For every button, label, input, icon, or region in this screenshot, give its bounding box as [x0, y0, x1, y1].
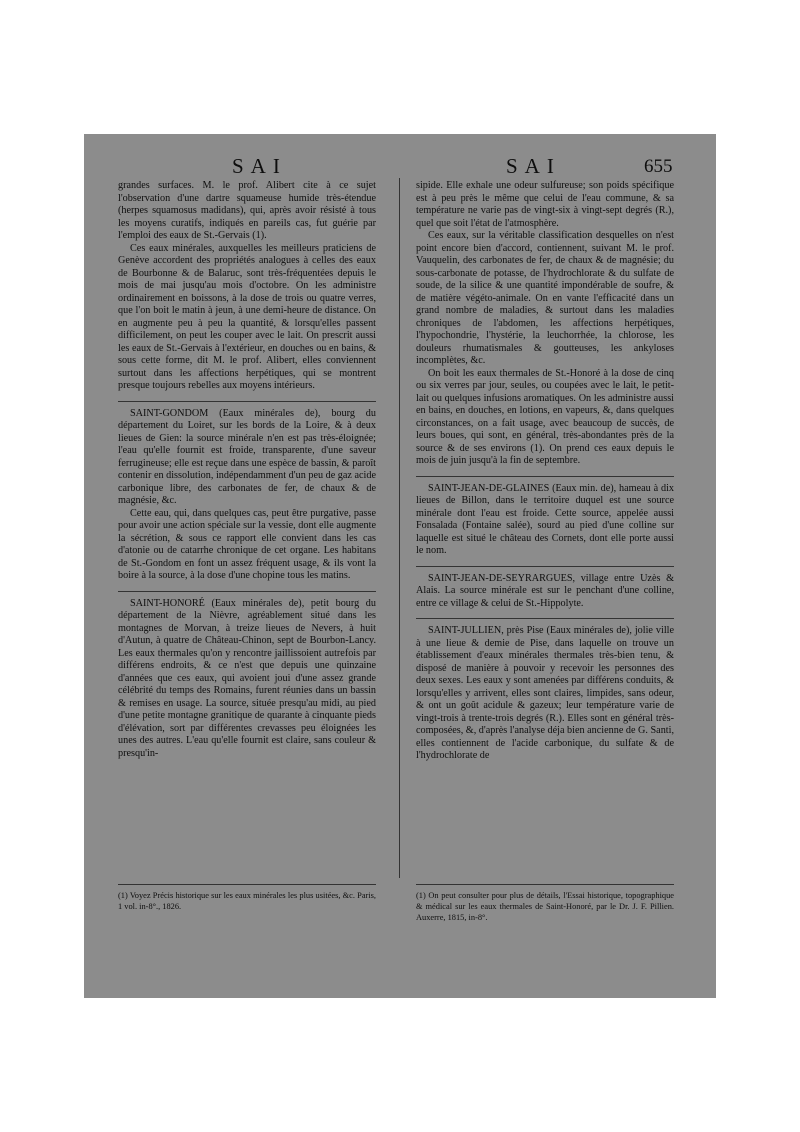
footnote-left: (1) Voyez Précis historique sur les eaux minérales les plus usitées, &c. Paris, 1 vol. in-8°., 1826.	[118, 891, 376, 911]
paragraph: sipide. Elle exhale une odeur sulfureuse; son poids spécifique est à peu près le même que celui de l'eau commune, & sa température ne varie pas de vingt-six à vingt-sept degrés (R.), quel que soit l'état de l'atmosphère.	[416, 180, 674, 229]
left-column	[118, 180, 376, 760]
footnote-rule-left	[118, 884, 376, 885]
footnote-rule-right	[416, 884, 674, 885]
entry-saint-jullien: SAINT-JULLIEN, près Pise (Eaux minérales de), jolie ville à une lieue & demie de Pise, dans laquelle on trouve un établissement d'eaux minérales thermales très-bien tenu, & disposé de manière à pouvoir y recevoir les personnes des deux sexes. Les eaux y sont amenées par différens conduits, & lorsqu'elles y arrivent, elles sont claires, limpides, sans odeur, & ont un goût acidule & gazeux; leur température varie de vingt-trois à trente-trois degrés (R.). Elles sont en général très-composées, &, d'après l'analyse déja bien ancienne de G. Santi, elles contiennent de l'acide carbonique, du sulfate & de l'hydrochlorate de	[416, 625, 674, 761]
paragraph: Ces eaux minérales, auxquelles les meilleurs praticiens de Genève accordent des propriétés analogues à celles des eaux de Bourbonne & de Balaruc, sont très-fréquentées depuis le mois de mai jusqu'au mois d'octobre. On les administre ordinairement en boissons, à la dose de trois ou quatre verres, que l'on boit le matin à jeun, à une demi-heure de distance. On en augmente peu à peu la quantité, & lorsqu'elles passent difficilement, on peut les couper avec le lait. On prescrit aussi les eaux de St.-Gervais à l'extérieur, en douches ou en bains, & sous cette forme, dit M. le prof. Alibert, elles conviennent surtout dans les affections herpétiques, qui se montrent presque toujours rebelles aux moyens intérieurs.	[118, 242, 376, 391]
entry-separator	[118, 591, 376, 592]
page-number: 655	[644, 156, 673, 177]
paragraph: grandes surfaces. M. le prof. Alibert cite à ce sujet l'observation d'une dartre squameuse humide très-étendue (herpes squamosus madidans), qui, après avoir résisté à tous les moyens curatifs, indiqués en pareils cas, fut guérie par l'emploi des eaux de St.-Gervais (1).	[118, 180, 376, 241]
entry-separator	[416, 476, 674, 477]
running-head-right: SAI	[506, 154, 561, 178]
entry-saint-honore: SAINT-HONORÉ (Eaux minérales de), petit bourg du département de la Nièvre, agréablement situé dans les montagnes de Morvan, à treize lieues de Nevers, à huit d'Autun, à quatre de Château-Chinon, sept de Bourbon-Lancy. Les eaux thermales qu'on y rencontre jaillissoient autrefois par différens endroits, & ce n'est que depuis une quinzaine d'années que ces eaux, qui avoient joui d'une assez grande célébrité du temps des Romains, furent réunies dans un bassin & remises en usage. La source, située presqu'au midi, au pied d'une petite montagne granitique de quarante à cinquante pieds d'élévation, sort par différentes crevasses peu éloignées les unes des autres. L'eau qu'elle fournit est claire, sans couleur & presqu'in-	[118, 597, 376, 759]
entry-separator	[416, 566, 674, 567]
entry-separator	[118, 401, 376, 402]
running-head-left: SAI	[232, 154, 287, 178]
entry-separator	[416, 618, 674, 619]
running-head	[84, 154, 716, 180]
scanned-page	[84, 134, 716, 998]
paragraph: Cette eau, qui, dans quelques cas, peut être purgative, passe pour avoir une action spéciale sur la vessie, dont elle augmente la sécrétion, & sous ce rapport elle convient dans les cas d'atonie ou de catarrhe chronique de cet organe. Les habitans de St.-Gondom en font un assez fréquent usage, & ils vont la boire à la source, à la dose d'une chopine tous les matins.	[118, 507, 376, 581]
right-column	[416, 180, 674, 763]
paragraph: On boit les eaux thermales de St.-Honoré à la dose de cinq ou six verres par jour, seules, ou coupées avec le lait, le petit-lait ou quelques infusions aromatiques. On les administre aussi en bains, en douches, en lotions, en vapeurs, &, dans quelques circonstances, on a fait usage, avec beaucoup de succès, de leurs boues, qui sont, en général, très-abondantes près de la source & de ses environs (1). On prend ces eaux depuis le mois de juin jusqu'à la fin de septembre.	[416, 367, 674, 466]
column-divider	[399, 178, 400, 878]
paragraph: Ces eaux, sur la véritable classification desquelles on n'est point encore bien d'accord, contiennent, suivant M. le prof. Vauquelin, des carbonates de fer, de chaux & de magnésie; du sous-carbonate de potasse, de l'hydrochlorate & du sulfate de soude, de la silice & une quantité impondérable de soufre, & de matière végéto-animale. On en vante l'efficacité dans un grand nombre de maladies, & surtout dans les maladies chroniques de l'abdomen, les affections herpétiques, l'hypochondrie, l'hystérie, la leuchorrhée, la chlorose, les douleurs rhumatismales & goutteuses, les ankyloses incomplètes, &c.	[416, 230, 674, 366]
entry-saint-jean-de-seyrargues: SAINT-JEAN-DE-SEYRARGUES, village entre Uzès & Alais. La source minérale est sur le penchant d'une colline, entre ce village & celui de St.-Hippolyte.	[416, 572, 674, 609]
footnote-right: (1) On peut consulter pour plus de détails, l'Essai historique, topographique & médical sur les eaux thermales de Saint-Honoré, par le Dr. J. F. Pillien. Auxerre, 1815, in-8°.	[416, 891, 674, 922]
entry-saint-gondom: SAINT-GONDOM (Eaux minérales de), bourg du département du Loiret, sur les bords de la Loire, & à deux lieues de Gien: la source minérale n'en est pas très-éloignée; l'eau qu'elle fournit est froide, transparente, d'une saveur ferrugineuse; elle est reçue dans une espèce de bassin, & paroît contenir en dissolution, indépendamment d'un peu de gaz acide carbonique libre, des carbonates de fer, de chaux & de magnésie, &c.	[118, 407, 376, 506]
entry-saint-jean-de-glaines: SAINT-JEAN-DE-GLAINES (Eaux min. de), hameau à dix lieues de Billon, dans le territoire duquel est une source minérale dont l'eau est froide. Cette source, appelée aussi Fonsalada (Fontaine salée), sourd au pied d'une colline sur laquelle est situé le château des Cornets, dont elle porte aussi le nom.	[416, 482, 674, 556]
